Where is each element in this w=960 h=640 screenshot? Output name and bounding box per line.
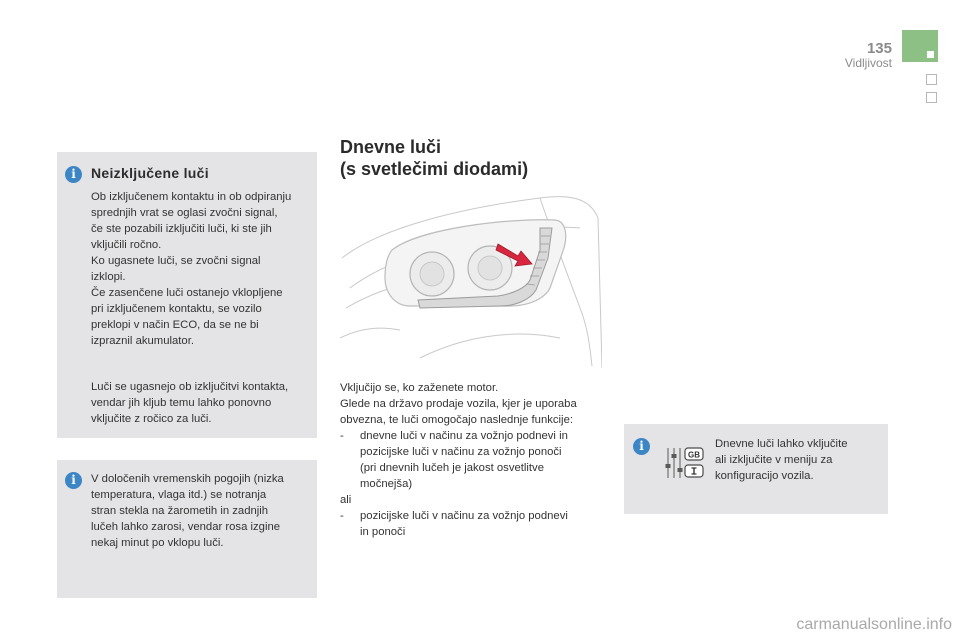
chapter-tab — [902, 30, 938, 62]
info-box-lights-left-on — [57, 152, 317, 438]
box-paragraph — [91, 471, 313, 551]
intro-line: Vključijo se, ko zaženete motor. — [340, 382, 499, 394]
empty-square-icon — [926, 92, 937, 103]
page-heading — [340, 136, 528, 180]
section-title: Vidljivost — [844, 56, 892, 70]
info-icon: i — [633, 438, 650, 455]
info-icon: i — [65, 166, 82, 183]
configuration-settings-icon — [664, 446, 706, 480]
watermark: carmanualsonline.info — [796, 616, 952, 633]
intro-line: Glede na državo prodaje vozila, kjer je uporaba — [340, 398, 577, 410]
heading-line-2: (s svetlečimi diodami) — [340, 159, 529, 179]
paragraph-2: Luči se ugasnejo ob izključitvi kontakta, vendar jih kljub temu lahko ponovno vključite z ročico za luči. — [91, 381, 289, 425]
main-body-text — [340, 380, 612, 540]
headlamp-illustration — [340, 188, 602, 368]
heading-line-1: Dnevne luči — [340, 137, 442, 157]
or-text: ali — [340, 494, 352, 506]
page-number: 135 — [866, 40, 892, 57]
empty-square-icon — [926, 74, 937, 85]
condensation-text: V določenih vremenskih pogojih (nizka temperatura, vlaga itd.) se notranja stran stekla na žarometih in zadnjih lučeh lahko zarosi, vendar rosa izgine nekaj minut po vklopu luči. — [91, 473, 284, 549]
box-paragraph — [715, 436, 883, 484]
config-text: Dnevne luči lahko vključite ali izključite v meniju za konfiguracijo vozila. — [715, 438, 848, 482]
box-paragraph — [91, 189, 313, 349]
config-label: GB — [688, 450, 700, 460]
intro-line: obvezna, te luči omogočajo naslednje funkcije: — [340, 414, 573, 426]
list-item — [340, 508, 612, 540]
paragraph-1: Ob izključenem kontaktu in ob odpiranju sprednjih vrat se oglasi zvočni signal, če ste pozabili izključiti luči, ki ste jih vključili ročno. Ko ugasnete luči, se zvočni signal izklopi. Če zasenčene luči ostanejo vklopljene pri izključenem kontaktu, se vozilo preklopi v način ECO, da se ne bi izpraznil akumulator. — [91, 191, 292, 347]
box-heading: Neizključene luči — [91, 165, 209, 181]
bullet-text: dnevne luči v načinu za vožnjo podnevi in pozicijske luči v načinu za vožnjo ponoči (pri dnevnih lučeh je jakost osvetlitve močnejša) — [360, 430, 568, 490]
list-item — [340, 428, 612, 492]
tab-square-icon — [927, 51, 934, 58]
info-box-condensation — [57, 460, 317, 598]
bullet-text: pozicijske luči v načinu za vožnjo podnevi in ponoči — [360, 510, 568, 538]
bullet-dash: - — [340, 430, 344, 442]
box-paragraph — [91, 379, 313, 427]
bullet-dash: - — [340, 510, 344, 522]
info-icon: i — [65, 472, 82, 489]
